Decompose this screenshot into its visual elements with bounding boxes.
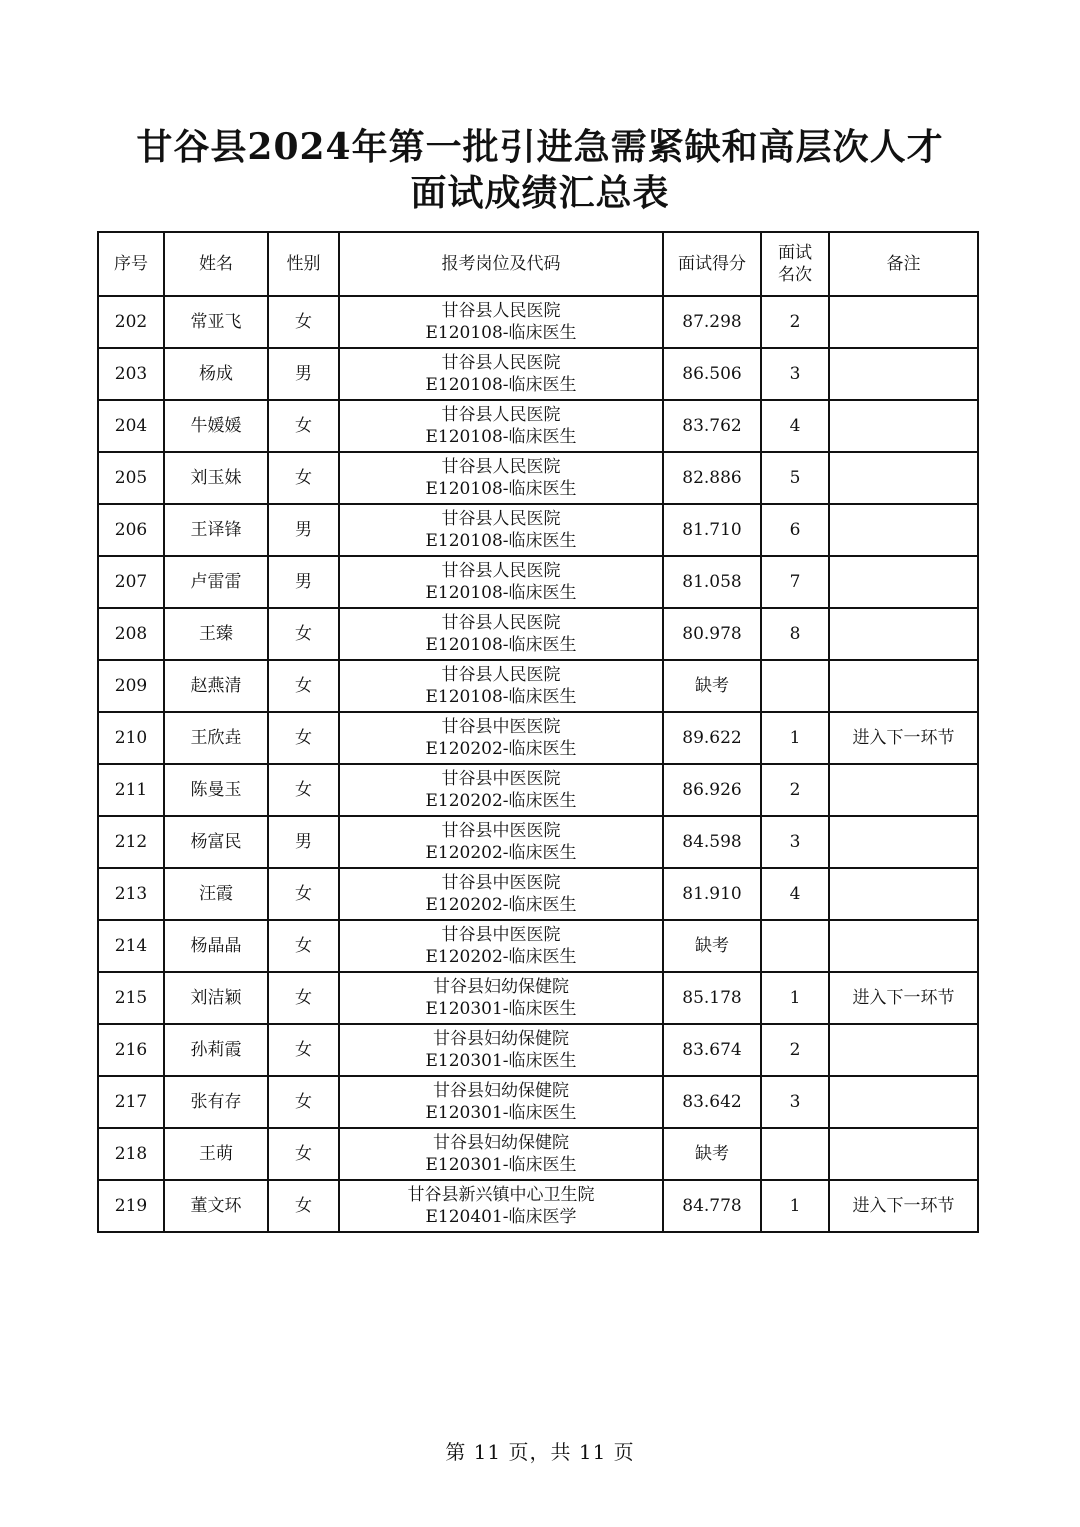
cell-seq: 204 [98,400,164,452]
cell-note [829,504,978,556]
cell-score: 84.778 [663,1180,761,1232]
page-number: 第 11 页，共 11 页 [445,1440,635,1464]
cell-score: 81.910 [663,868,761,920]
cell-gender: 女 [268,972,339,1024]
header-rank [761,232,829,296]
cell-note [829,296,978,348]
cell-rank: 7 [761,556,829,608]
cell-seq: 211 [98,764,164,816]
cell-score: 89.622 [663,712,761,764]
cell-post [339,400,663,452]
cell-rank [761,920,829,972]
cell-score: 缺考 [663,660,761,712]
cell-seq: 205 [98,452,164,504]
cell-gender: 女 [268,400,339,452]
cell-rank: 1 [761,972,829,1024]
post-code: E120202-临床医生 [425,739,577,759]
post-code: E120301-临床医生 [425,999,577,1019]
header-post: 报考岗位及代码 [339,232,663,296]
cell-seq: 209 [98,660,164,712]
post-unit: 甘谷县妇幼保健院 [433,1029,569,1049]
table-row [98,1128,978,1180]
cell-seq: 206 [98,504,164,556]
cell-gender: 女 [268,608,339,660]
post-unit: 甘谷县中医医院 [441,717,561,737]
header-name: 姓名 [164,232,268,296]
post-unit: 甘谷县人民医院 [441,405,561,425]
cell-name: 王萌 [164,1128,268,1180]
cell-post [339,348,663,400]
cell-name: 常亚飞 [164,296,268,348]
cell-post [339,296,663,348]
cell-rank: 4 [761,400,829,452]
cell-seq: 208 [98,608,164,660]
post-unit: 甘谷县人民医院 [441,457,561,477]
cell-post [339,1024,663,1076]
cell-gender: 女 [268,296,339,348]
cell-score: 83.674 [663,1024,761,1076]
table-row [98,296,978,348]
cell-post [339,764,663,816]
cell-score: 83.642 [663,1076,761,1128]
cell-name: 杨晶晶 [164,920,268,972]
post-unit: 甘谷县中医医院 [441,925,561,945]
post-unit: 甘谷县人民医院 [441,613,561,633]
cell-gender: 女 [268,868,339,920]
cell-note: 进入下一环节 [829,712,978,764]
cell-post [339,1128,663,1180]
cell-seq: 216 [98,1024,164,1076]
post-code: E120202-临床医生 [425,947,577,967]
cell-name: 刘洁颖 [164,972,268,1024]
cell-rank: 8 [761,608,829,660]
cell-rank: 3 [761,1076,829,1128]
cell-name: 赵燕清 [164,660,268,712]
cell-gender: 女 [268,920,339,972]
cell-post [339,816,663,868]
cell-name: 汪霞 [164,868,268,920]
cell-post [339,868,663,920]
cell-post [339,504,663,556]
cell-gender: 女 [268,660,339,712]
cell-note [829,452,978,504]
post-code: E120108-临床医生 [425,375,577,395]
cell-name: 王译锋 [164,504,268,556]
cell-rank: 1 [761,712,829,764]
cell-score: 缺考 [663,920,761,972]
cell-rank: 1 [761,1180,829,1232]
cell-rank: 6 [761,504,829,556]
cell-post [339,556,663,608]
post-unit: 甘谷县人民医院 [441,301,561,321]
cell-rank: 5 [761,452,829,504]
cell-post [339,1180,663,1232]
cell-score: 82.886 [663,452,761,504]
cell-rank: 2 [761,1024,829,1076]
cell-score: 86.506 [663,348,761,400]
post-unit: 甘谷县新兴镇中心卫生院 [407,1185,595,1205]
cell-score: 81.058 [663,556,761,608]
cell-note [829,816,978,868]
cell-name: 陈曼玉 [164,764,268,816]
cell-post [339,608,663,660]
cell-seq: 215 [98,972,164,1024]
post-unit: 甘谷县人民医院 [441,509,561,529]
cell-score: 86.926 [663,764,761,816]
post-code: E120301-临床医生 [425,1155,577,1175]
cell-post [339,452,663,504]
cell-seq: 219 [98,1180,164,1232]
cell-score: 83.762 [663,400,761,452]
header-score: 面试得分 [663,232,761,296]
cell-note [829,348,978,400]
cell-note [829,400,978,452]
post-unit: 甘谷县人民医院 [441,665,561,685]
cell-name: 孙莉霞 [164,1024,268,1076]
cell-name: 刘玉妹 [164,452,268,504]
cell-gender: 女 [268,1180,339,1232]
post-unit: 甘谷县中医医院 [441,769,561,789]
post-unit: 甘谷县中医医院 [441,873,561,893]
cell-note [829,868,978,920]
cell-gender: 女 [268,712,339,764]
cell-score: 81.710 [663,504,761,556]
post-code: E120108-临床医生 [425,479,577,499]
page-title-line1: 甘谷县2024年第一批引进急需紧缺和高层次人才 [136,126,944,168]
cell-gender: 男 [268,348,339,400]
cell-rank: 3 [761,348,829,400]
cell-score: 缺考 [663,1128,761,1180]
header-seq: 序号 [98,232,164,296]
table-row [98,1024,978,1076]
table-row [98,712,978,764]
cell-seq: 218 [98,1128,164,1180]
cell-note: 进入下一环节 [829,1180,978,1232]
post-code: E120301-临床医生 [425,1103,577,1123]
table-header-row [98,232,978,296]
cell-post [339,972,663,1024]
cell-gender: 女 [268,452,339,504]
table-row [98,1076,978,1128]
post-code: E120202-临床医生 [425,843,577,863]
cell-note [829,660,978,712]
cell-note [829,1128,978,1180]
post-code: E120301-临床医生 [425,1051,577,1071]
cell-name: 王欣垚 [164,712,268,764]
post-unit: 甘谷县人民医院 [441,353,561,373]
table-row [98,504,978,556]
cell-rank: 2 [761,764,829,816]
cell-score: 87.298 [663,296,761,348]
post-unit: 甘谷县人民医院 [441,561,561,581]
post-code: E120108-临床医生 [425,531,577,551]
cell-rank: 4 [761,868,829,920]
cell-seq: 202 [98,296,164,348]
cell-name: 王臻 [164,608,268,660]
post-code: E120401-临床医学 [425,1207,577,1227]
cell-name: 牛媛媛 [164,400,268,452]
header-rank-line1: 面试 [778,243,812,263]
table-row [98,816,978,868]
cell-seq: 217 [98,1076,164,1128]
cell-gender: 男 [268,816,339,868]
cell-note [829,920,978,972]
cell-gender: 女 [268,1024,339,1076]
table-row [98,764,978,816]
cell-gender: 男 [268,556,339,608]
post-code: E120108-临床医生 [425,635,577,655]
table-row [98,608,978,660]
post-code: E120108-临床医生 [425,583,577,603]
score-table [97,231,979,1233]
cell-note [829,1076,978,1128]
table-row [98,868,978,920]
header-gender: 性别 [268,232,339,296]
table-row [98,920,978,972]
header-note: 备注 [829,232,978,296]
post-code: E120108-临床医生 [425,687,577,707]
cell-seq: 203 [98,348,164,400]
cell-seq: 212 [98,816,164,868]
cell-note [829,1024,978,1076]
cell-rank: 2 [761,296,829,348]
cell-rank [761,660,829,712]
cell-post [339,660,663,712]
cell-name: 董文环 [164,1180,268,1232]
cell-name: 杨成 [164,348,268,400]
cell-seq: 213 [98,868,164,920]
post-unit: 甘谷县妇幼保健院 [433,977,569,997]
cell-name: 卢雷雷 [164,556,268,608]
cell-gender: 男 [268,504,339,556]
table-row [98,348,978,400]
cell-post [339,1076,663,1128]
cell-post [339,920,663,972]
cell-score: 85.178 [663,972,761,1024]
cell-score: 80.978 [663,608,761,660]
cell-rank [761,1128,829,1180]
cell-score: 84.598 [663,816,761,868]
table-row [98,660,978,712]
cell-seq: 214 [98,920,164,972]
cell-seq: 207 [98,556,164,608]
cell-name: 张有存 [164,1076,268,1128]
cell-note [829,764,978,816]
table-row [98,400,978,452]
header-rank-line2: 名次 [778,265,812,285]
post-unit: 甘谷县妇幼保健院 [433,1133,569,1153]
table-row [98,556,978,608]
page-title-line2: 面试成绩汇总表 [410,172,670,214]
post-unit: 甘谷县妇幼保健院 [433,1081,569,1101]
cell-name: 杨富民 [164,816,268,868]
post-code: E120202-临床医生 [425,895,577,915]
table-row [98,972,978,1024]
cell-seq: 210 [98,712,164,764]
cell-gender: 女 [268,764,339,816]
cell-gender: 女 [268,1128,339,1180]
cell-gender: 女 [268,1076,339,1128]
cell-rank: 3 [761,816,829,868]
post-code: E120202-临床医生 [425,791,577,811]
post-unit: 甘谷县中医医院 [441,821,561,841]
post-code: E120108-临床医生 [425,323,577,343]
post-code: E120108-临床医生 [425,427,577,447]
cell-note [829,556,978,608]
cell-note [829,608,978,660]
table-row [98,1180,978,1232]
table-row [98,452,978,504]
cell-note: 进入下一环节 [829,972,978,1024]
cell-post [339,712,663,764]
